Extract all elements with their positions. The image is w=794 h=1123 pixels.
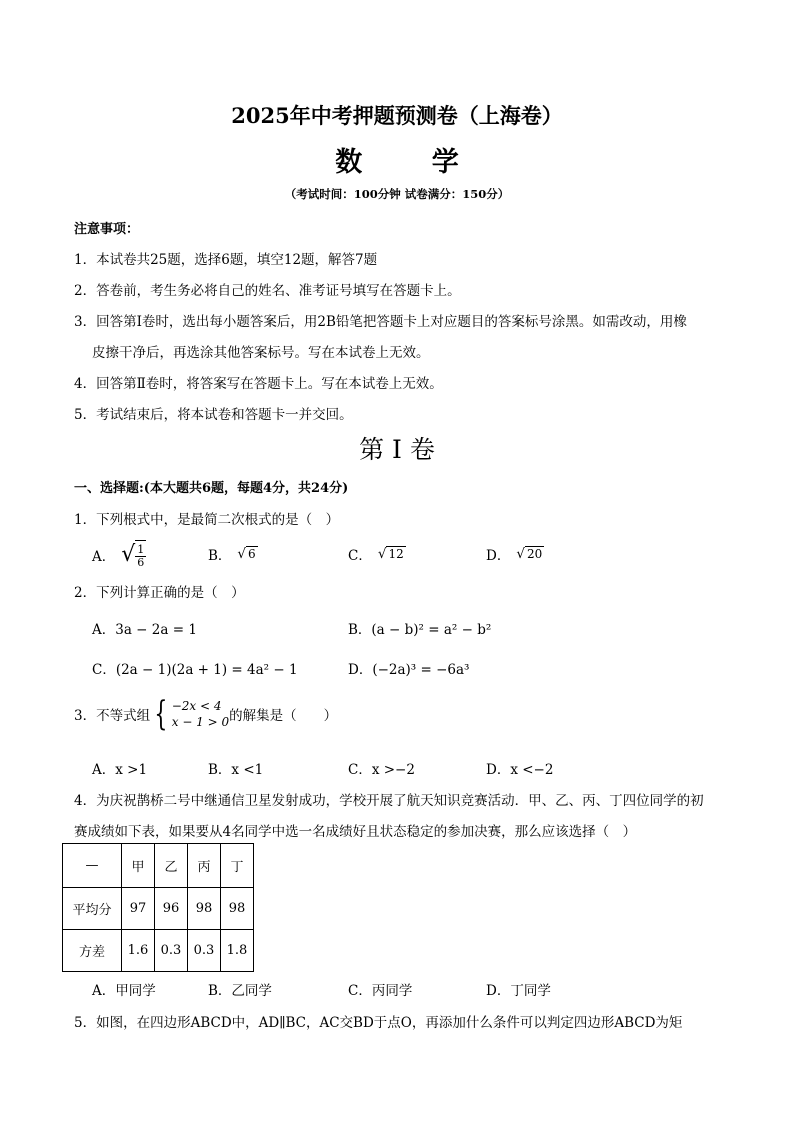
q3-option-d: D．x <−2 (486, 762, 554, 778)
sqrt-symbol: √ 6 (237, 546, 256, 562)
table-cell: 1.6 (122, 930, 155, 972)
sqrt-symbol: √ 12 (377, 546, 404, 562)
table-cell: 97 (122, 888, 155, 930)
q1-option-d-label: D． (486, 548, 511, 564)
q1-option-c (348, 544, 406, 564)
fraction-denominator: 6 (137, 556, 145, 569)
q1-option-a-label: A． (92, 549, 116, 565)
q4-option-a: A．甲同学 (92, 983, 156, 999)
table-cell: 98 (221, 888, 254, 930)
q3-prefix: 3．不等式组 (74, 708, 151, 724)
q2-option-b: B．(a − b)² = a² − b² (348, 622, 492, 638)
part-heading: 一、选择题:(本大题共6题，每题4分，共24分) (74, 481, 349, 496)
brace-icon: { (154, 694, 168, 734)
q4-option-c: C．丙同学 (348, 983, 413, 999)
q4-stem-line2: 赛成绩如下表，如果要从4名同学中选一名成绩好且状态稳定的参加决赛，那么应该选择（ ） (74, 824, 637, 840)
note-item: 5．考试结束后，将本试卷和答题卡一并交回。 (74, 407, 353, 423)
table-cell: 0.3 (188, 930, 221, 972)
fraction-numerator: 1 (137, 543, 145, 556)
q4-stem-line1: 4．为庆祝鹊桥二号中继通信卫星发射成功，学校开展了航天知识竞赛活动．甲、乙、丙、丁四位同学的初 (74, 793, 704, 809)
table-row (63, 930, 254, 972)
exam-info: （考试时间：100分钟 试卷满分：150分） (284, 187, 510, 201)
sqrt-symbol: √ $\frac{1}{6}$ (121, 542, 145, 569)
radicand: 6 (248, 547, 256, 561)
table-cell: 98 (188, 888, 221, 930)
q1-option-a (92, 540, 146, 570)
table-row (63, 888, 254, 930)
table-cell: 96 (155, 888, 188, 930)
q1-option-b (208, 544, 258, 564)
radicand: 20 (526, 547, 543, 561)
note-item: 4．回答第Ⅱ卷时，将答案写在答题卡上。写在本试卷上无效。 (74, 376, 443, 392)
note-item: 2．答卷前，考生务必将自己的姓名、准考证号填写在答题卡上。 (74, 283, 461, 299)
notes-heading: 注意事项： (74, 222, 140, 237)
q2-option-a: A．3a − 2a = 1 (92, 622, 197, 638)
table-cell: 平均分 (63, 888, 122, 930)
table-cell: 0.3 (155, 930, 188, 972)
q1-option-d (486, 544, 544, 564)
table-cell: 丁 (221, 844, 254, 888)
table-cell: 1.8 (221, 930, 254, 972)
q5-stem: 5．如图，在四边形ABCD中，AD∥BC，AC交BD于点O，再添加什么条件可以判定四边形ABCD为矩 (74, 1015, 683, 1031)
inequality-system (172, 698, 229, 730)
q2-option-d: D．(−2a)³ = −6a³ (348, 662, 470, 678)
q3-option-c: C．x >−2 (348, 762, 415, 778)
table-cell: 甲 (122, 844, 155, 888)
note-item: 1．本试卷共25题，选择6题，填空12题，解答7题 (74, 252, 378, 268)
note-item: 皮擦干净后，再选涂其他答案标号。写在本试卷上无效。 (92, 345, 430, 361)
subject-title: 数 学 (335, 147, 489, 178)
q3-option-b: B．x <1 (208, 762, 264, 778)
q2-option-c: C．(2a − 1)(2a + 1) = 4a² − 1 (92, 662, 298, 678)
inequality-line: −2x < 4 (171, 699, 222, 713)
q3-suffix: 的解集是（ ） (229, 708, 338, 724)
section-title: 第 I 卷 (359, 435, 435, 464)
q4-option-b: B．乙同学 (208, 983, 272, 999)
table-cell: 丙 (188, 844, 221, 888)
q3-stem (74, 694, 338, 734)
table-header-row (63, 844, 254, 888)
radicand: 12 (388, 547, 404, 561)
note-item: 3．回答第Ⅰ卷时，选出每小题答案后，用2B铅笔把答题卡上对应题目的答案标号涂黑。如需改动，用橡 (74, 314, 687, 330)
inequality-line: x − 1 > 0 (171, 715, 230, 729)
q3-option-a: A．x >1 (92, 762, 148, 778)
q2-stem: 2．下列计算正确的是（ ） (74, 585, 245, 601)
table-cell: 方差 (63, 930, 122, 972)
score-table (62, 843, 254, 972)
q1-option-c-label: C． (348, 548, 372, 564)
q1-stem: 1．下列根式中，是最简二次根式的是（ ） (74, 512, 340, 528)
q4-option-d: D．丁同学 (486, 983, 551, 999)
exam-title: 2025年中考押题预测卷（上海卷） (231, 103, 563, 128)
fraction (135, 544, 146, 569)
q1-option-b-label: B． (208, 548, 232, 564)
sqrt-symbol: √ 20 (516, 546, 543, 562)
table-cell: — (63, 844, 122, 888)
table-cell: 乙 (155, 844, 188, 888)
